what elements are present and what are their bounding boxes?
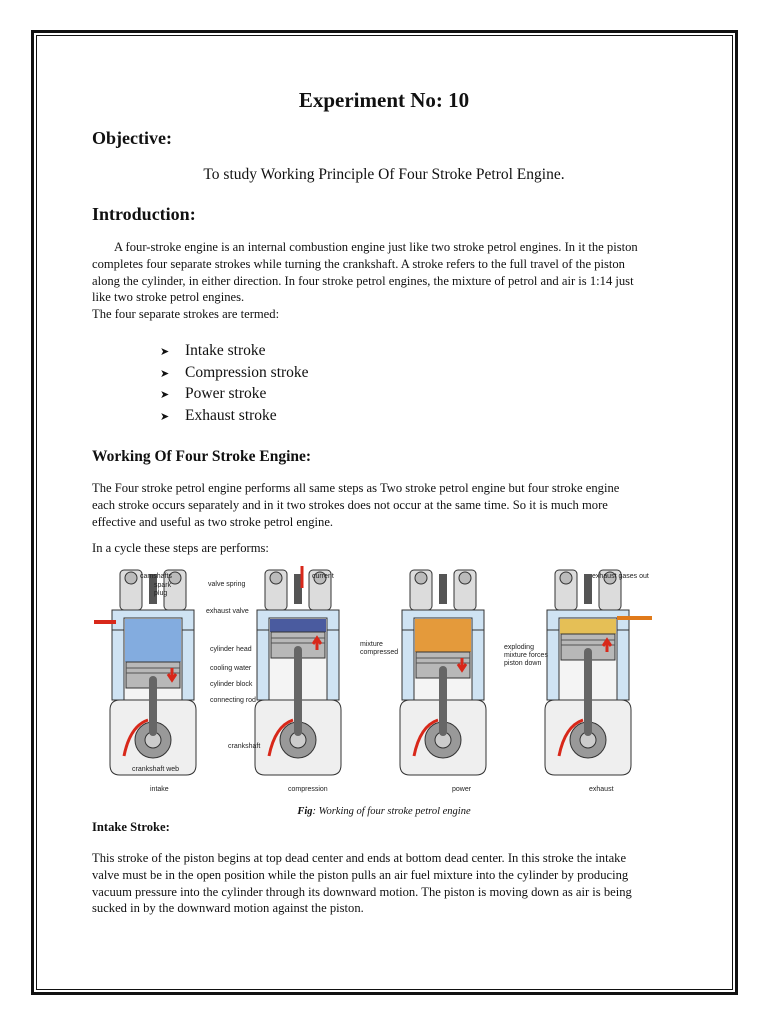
intake-stroke-heading: Intake Stroke: [92,820,170,834]
list-item: ➤ Exhaust stroke [160,406,309,428]
camshaft-icon [270,572,282,584]
list-item: ➤ Compression stroke [160,363,309,385]
stage-label-power: power [452,786,472,793]
combustion-chamber [125,619,181,662]
stage-label-compression: compression [288,786,328,793]
label-mixture-1: mixture [360,641,383,648]
objective-heading: Objective: [92,128,172,148]
bullet-arrow-icon: ➤ [160,411,170,424]
combustion-chamber [415,619,471,652]
label-spark-1: spark [154,582,172,589]
strokes-lead: The four separate strokes are termed: [92,307,280,322]
page-title: Experiment No: 10 [298,88,470,112]
label-cylinder-head: cylinder head [210,646,252,653]
label-cooling-water: cooling water [210,665,252,672]
label-exploding-2: mixture forces [504,652,548,659]
label-cylinder-block: cylinder block [210,681,253,688]
camshaft-icon [125,572,137,584]
working-paragraph: The Four stroke petrol engine performs all same steps as Two stroke petrol engine but four stroke engine each stroke occurs separately and in it two strokes does not occur at the same time. So it is much more effective and useful as two stroke petrol engine. [92,481,620,529]
stage-label-intake: intake [150,786,169,793]
engine-exhaust [545,570,631,775]
list-item: ➤ Power stroke [160,384,309,406]
intake-stroke-paragraph: This stroke of the piston begins at top dead center and ends at bottom dead center. In this stroke the intake valve must be in the open position while the piston pulls an air fuel mixture into the cylinder by producing vacuum pressure into the cylinder through its downward motion. The piston is moving down as air is being sucked in by the downward motion against the piston. [92,851,632,916]
label-crankshaft: crankshaft [228,743,261,750]
cycle-line: In a cycle these steps are performs: [92,541,269,555]
camshaft-icon [560,572,572,584]
label-exhaust-valve: exhaust valve [206,608,249,615]
camshaft-icon [415,572,427,584]
spark-plug-icon [439,574,447,604]
engine-compression [255,570,341,775]
camshaft-icon [459,572,471,584]
label-exploding-3: piston down [504,660,542,667]
bullet-arrow-icon: ➤ [160,346,170,358]
label-valve-spring: valve spring [208,581,246,588]
label-camshafts: camshafts [140,573,172,580]
label-connecting-rod: connecting rod [210,697,256,704]
label-crankshaft-web: crankshaft web [132,766,180,773]
bullet-arrow-icon: ➤ [160,367,170,380]
list-item: ➤ Intake stroke [160,341,309,363]
stage-label-exhaust: exhaust [589,786,614,793]
working-heading: Working Of Four Stroke Engine: [92,448,312,465]
combustion-chamber [560,619,616,634]
objective-text: To study Working Principle Of Four Stroke Petrol Engine. [203,166,565,183]
engine-figure [92,560,676,800]
engine-intake [110,570,196,775]
label-exhaust-gases: exhaust gases out [592,573,649,580]
combustion-chamber [270,619,326,632]
label-mixture-2: compressed [360,649,399,656]
strokes-list [160,341,309,428]
spark-plug-icon [584,574,592,604]
figure-caption: Fig: Working of four stroke petrol engine [297,806,471,817]
four-stroke-engine-diagram [92,560,676,800]
introduction-paragraph: A four-stroke engine is an internal combustion engine just like two stroke petrol engines. In it the piston completes four separate strokes while turning the crankshaft. A stroke refers to the full travel of the piston along the cylinder, in either direction. In four stroke petrol engines, the mixture of petrol and air is 1:14 just like two stroke petrol engines. The four separate strokes are termed: [92,240,638,322]
engine-power [400,570,486,775]
label-spark-2: plug [154,590,168,597]
bullet-arrow-icon: ➤ [160,389,170,402]
introduction-heading: Introduction: [92,204,196,224]
label-exploding-1: exploding [504,644,534,651]
label-current: current [312,573,334,580]
